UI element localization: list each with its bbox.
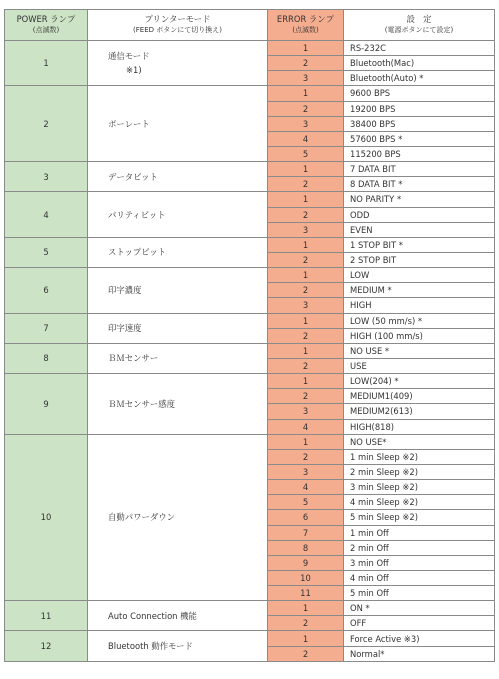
power-blink-count: 7	[5, 313, 88, 343]
setting-value: ODD	[344, 207, 495, 222]
header-setting	[344, 10, 495, 41]
table-row	[5, 601, 495, 616]
header-setting-sub: (電源ボタンにて設定)	[384, 26, 454, 34]
error-blink-count: 2	[268, 328, 344, 343]
error-blink-count: 5	[268, 146, 344, 161]
setting-value: Bluetooth(Auto) *	[344, 71, 495, 86]
setting-value: 5 min Sleep ※2)	[344, 510, 495, 525]
printer-mode-note: ※1)	[126, 65, 142, 76]
setting-value: 4 min Off	[344, 570, 495, 585]
setting-value: 7 DATA BIT	[344, 162, 495, 177]
table-row	[5, 631, 495, 646]
error-blink-count: 2	[268, 56, 344, 71]
error-blink-count: 8	[268, 540, 344, 555]
error-blink-count: 2	[268, 449, 344, 464]
setting-value: EVEN	[344, 222, 495, 237]
printer-mode-cell	[88, 162, 268, 192]
printer-mode-cell	[88, 268, 268, 313]
error-blink-count: 2	[268, 207, 344, 222]
error-blink-count: 7	[268, 525, 344, 540]
header-setting-label: 設 定	[406, 14, 432, 24]
settings-table-body	[5, 41, 495, 662]
setting-value: LOW(204) *	[344, 374, 495, 389]
printer-mode-cell	[88, 41, 268, 86]
error-blink-count: 1	[268, 343, 344, 358]
error-blink-count: 6	[268, 510, 344, 525]
power-blink-count: 9	[5, 374, 88, 435]
setting-value: RS-232C	[344, 41, 495, 56]
table-row	[5, 41, 495, 56]
error-blink-count: 3	[268, 116, 344, 131]
power-blink-count: 6	[5, 268, 88, 313]
setting-value: 2 STOP BIT	[344, 252, 495, 267]
setting-value: 19200 BPS	[344, 101, 495, 116]
setting-value: 3 min Off	[344, 555, 495, 570]
setting-value: HIGH (100 mm/s)	[344, 328, 495, 343]
power-blink-count: 8	[5, 343, 88, 373]
table-row	[5, 313, 495, 328]
printer-mode-name: ＢＭセンサー感度	[108, 398, 175, 409]
header-power-sub: (点滅数)	[32, 26, 60, 34]
error-blink-count: 2	[268, 646, 344, 661]
setting-value: MEDIUM2(613)	[344, 404, 495, 419]
header-error-label: ERROR ランプ	[276, 14, 335, 24]
error-blink-count: 1	[268, 162, 344, 177]
error-blink-count: 3	[268, 222, 344, 237]
power-blink-count: 1	[5, 41, 88, 86]
printer-mode-cell	[88, 601, 268, 631]
setting-value: 3 min Sleep ※2)	[344, 480, 495, 495]
error-blink-count: 2	[268, 616, 344, 631]
table-row	[5, 86, 495, 101]
printer-mode-cell	[88, 313, 268, 343]
printer-settings-table	[4, 9, 495, 662]
error-blink-count: 1	[268, 313, 344, 328]
setting-value: 1 min Sleep ※2)	[344, 449, 495, 464]
setting-value: MEDIUM *	[344, 283, 495, 298]
power-blink-count: 11	[5, 601, 88, 631]
header-power-label: POWER ランプ	[16, 14, 76, 24]
table-row	[5, 237, 495, 252]
power-blink-count: 4	[5, 192, 88, 237]
settings-table-container	[4, 9, 492, 662]
setting-value: ON *	[344, 601, 495, 616]
error-blink-count: 9	[268, 555, 344, 570]
table-row	[5, 343, 495, 358]
printer-mode-name: Auto Connection 機能	[108, 610, 197, 621]
setting-value: Force Active ※3)	[344, 631, 495, 646]
setting-value: 2 min Off	[344, 540, 495, 555]
table-row	[5, 192, 495, 207]
error-blink-count: 3	[268, 464, 344, 479]
header-printer-mode	[88, 10, 268, 41]
error-blink-count: 2	[268, 101, 344, 116]
setting-value: LOW (50 mm/s) *	[344, 313, 495, 328]
error-blink-count: 2	[268, 252, 344, 267]
printer-mode-name: データビット	[108, 171, 158, 182]
error-blink-count: 10	[268, 570, 344, 585]
printer-mode-name: パリティビット	[108, 209, 166, 220]
setting-value: OFF	[344, 616, 495, 631]
header-error-sub: (点滅数)	[292, 26, 319, 34]
error-blink-count: 1	[268, 631, 344, 646]
printer-mode-name: 自動パワーダウン	[108, 512, 175, 523]
printer-mode-cell	[88, 237, 268, 267]
power-blink-count: 2	[5, 86, 88, 162]
error-blink-count: 1	[268, 192, 344, 207]
setting-value: HIGH(818)	[344, 419, 495, 434]
error-blink-count: 3	[268, 71, 344, 86]
setting-value: MEDIUM1(409)	[344, 389, 495, 404]
error-blink-count: 3	[268, 404, 344, 419]
header-mode-label: プリンターモード	[144, 14, 211, 24]
setting-value: 4 min Sleep ※2)	[344, 495, 495, 510]
power-blink-count: 5	[5, 237, 88, 267]
printer-mode-cell	[88, 343, 268, 373]
setting-value: HIGH	[344, 298, 495, 313]
setting-value: 1 min Off	[344, 525, 495, 540]
header-row	[5, 10, 495, 41]
printer-mode-name: 印字速度	[108, 323, 142, 334]
printer-mode-name: ストップビット	[108, 247, 167, 258]
error-blink-count: 2	[268, 389, 344, 404]
setting-value: 1 STOP BIT *	[344, 237, 495, 252]
setting-value: 2 min Sleep ※2)	[344, 464, 495, 479]
printer-mode-name: 通信モード	[108, 51, 150, 62]
table-row	[5, 374, 495, 389]
error-blink-count: 2	[268, 177, 344, 192]
error-blink-count: 2	[268, 358, 344, 373]
error-blink-count: 1	[268, 374, 344, 389]
header-error-lamp	[268, 10, 344, 41]
table-row	[5, 434, 495, 449]
setting-value: 57600 BPS *	[344, 131, 495, 146]
printer-mode-cell	[88, 434, 268, 601]
power-blink-count: 3	[5, 162, 88, 192]
error-blink-count: 11	[268, 586, 344, 601]
setting-value: LOW	[344, 268, 495, 283]
power-blink-count: 10	[5, 434, 88, 601]
error-blink-count: 4	[268, 419, 344, 434]
setting-value: 5 min Off	[344, 586, 495, 601]
setting-value: 8 DATA BIT *	[344, 177, 495, 192]
header-mode-sub: (FEED ボタンにて切り換え)	[133, 26, 222, 34]
printer-mode-cell	[88, 374, 268, 435]
table-row	[5, 162, 495, 177]
setting-value: 115200 BPS	[344, 146, 495, 161]
setting-value: Normal*	[344, 646, 495, 661]
printer-mode-name: ボーレート	[108, 118, 150, 129]
setting-value: NO USE *	[344, 343, 495, 358]
setting-value: NO PARITY *	[344, 192, 495, 207]
power-blink-count: 12	[5, 631, 88, 661]
error-blink-count: 3	[268, 298, 344, 313]
error-blink-count: 4	[268, 131, 344, 146]
error-blink-count: 1	[268, 434, 344, 449]
error-blink-count: 1	[268, 41, 344, 56]
setting-value: 38400 BPS	[344, 116, 495, 131]
error-blink-count: 4	[268, 480, 344, 495]
setting-value: 9600 BPS	[344, 86, 495, 101]
error-blink-count: 1	[268, 268, 344, 283]
printer-mode-cell	[88, 86, 268, 162]
setting-value: Bluetooth(Mac)	[344, 56, 495, 71]
table-row	[5, 268, 495, 283]
printer-mode-name: ＢＭセンサー	[108, 353, 159, 364]
setting-value: USE	[344, 358, 495, 373]
header-power-lamp	[5, 10, 88, 41]
printer-mode-name: Bluetooth 動作モード	[108, 641, 193, 652]
printer-mode-cell	[88, 631, 268, 661]
error-blink-count: 1	[268, 237, 344, 252]
error-blink-count: 2	[268, 283, 344, 298]
error-blink-count: 1	[268, 601, 344, 616]
printer-mode-cell	[88, 192, 268, 237]
setting-value: NO USE*	[344, 434, 495, 449]
error-blink-count: 5	[268, 495, 344, 510]
printer-mode-name: 印字濃度	[108, 285, 142, 296]
error-blink-count: 1	[268, 86, 344, 101]
